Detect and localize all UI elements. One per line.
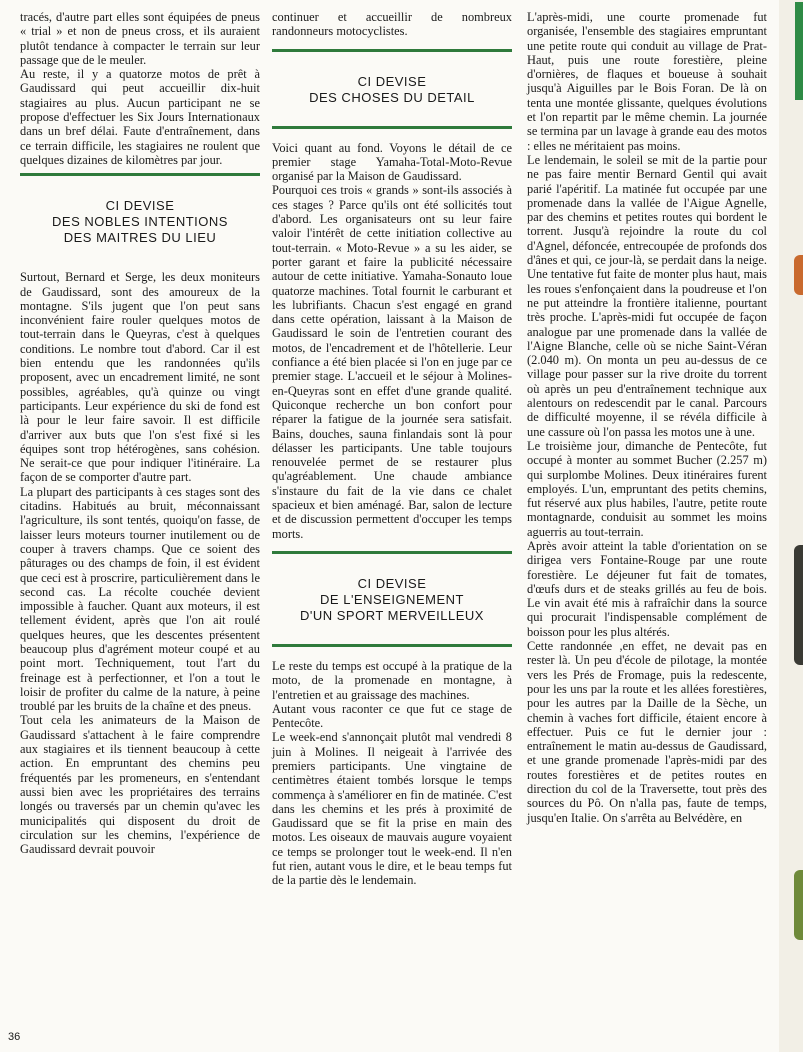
paragraph: continuer et accueillir de nombreux randonneurs motocyclistes.	[272, 10, 512, 39]
heading-line: DES MAITRES DU LIEU	[63, 230, 217, 246]
column-3	[527, 10, 767, 825]
paragraph: Le lendemain, le soleil se mit de la partie pour ne pas faire mentir Bernard Gentil qui avait parié l'apéritif. La matinée fut occupée par une promenade dans la vallée de l'Aigue Agnelle, par des chemins et petites routes qui bordent le torrent. Jusqu'à rejoindre la route du col d'Agnel, défoncée, entrecoupée de profonds dos d'ânes et qui, ce jour-là, se perdait dans la neige. Une tentative fut faite de monter plus haut, mais les roues s'enfonçaient dans la poudreuse et l'on ne put atteindre la frontière italienne, pourtant très proche. L'après-midi fut occupée de façon analogue par une promenade dans la vallée de l'Aigne Blanche, celle où se niche Saint-Véran (2.040 m). On monta un peu au-dessus de ce village pour passer sur la rive droite du torrent où après un peu d'entraînement technique aux alentours on redescendit par le canal. Parcours de difficulté moyenne, il se révéla difficile à une cassure où l'on passa les motos une à une.	[527, 152, 767, 439]
paragraph: Le week-end s'annonçait plutôt mal vendredi 8 juin à Molines. Il neigeait à l'arrivée des premiers participants. Une vingtaine de centimètres étaient tombés lorsque le temps commença à s'améliorer en fin de matinée. C'est dans les chemins et les prés à proximité de Gaudissard que se fit la prise en main des motos. Les oiseaux de mauvais augure voyaient ce temps se prolonger tout le week-end. Il n'en fut rien, autant vous le dire, et le beau temps fut de la partie dès le lendemain.	[272, 730, 512, 888]
section-heading	[20, 198, 260, 246]
heading-line: DES CHOSES DU DETAIL	[309, 89, 475, 105]
section-heading	[272, 576, 512, 624]
section-divider	[272, 644, 512, 647]
heading-line: DE L'ENSEIGNEMENT	[320, 591, 464, 607]
paragraph: Autant vous raconter ce que fut ce stage de Pentecôte.	[272, 701, 512, 731]
page-edge-photo-fragment	[794, 255, 803, 295]
paragraph: Le troisième jour, dimanche de Pentecôte, fut occupé à monter au sommet Bucher (2.257 m) qui surplombe Molines. Deux itinéraires furent employés. L'un, empruntant des petits chemins, fut réservé aux plus habiles, l'autre, petite route montagnarde, conduisit au sommet les moins aguerris au tout-terrain.	[527, 438, 767, 539]
section-divider	[272, 49, 512, 52]
heading-line: D'UN SPORT MERVEILLEUX	[300, 607, 484, 623]
paragraph: Le reste du temps est occupé à la pratique de la moto, de la promenade en montagne, à l'entretien et au graissage des machines.	[272, 658, 512, 702]
paragraph: Cette randonnée ,en effet, ne devait pas en rester là. Un peu d'école de pilotage, la montée vers les Prés de Fromage, puis la redescente, pour les uns par la route et les allées forestières, pour les autres par la Daille de la Sèche, un chemin à vaches fort difficile, étaient encore à effectuer. Puis ce fut le dernier jour : entraînement le matin au-dessus de Gaudissard, et une grande promenade l'après-midi par des routes forestières et de petites routes en direction du col de la Traversette, tout près des sources du Pô. On n'alla pas, faute de temps, jusqu'en Italie. On s'arrêta au Belvédère, en	[527, 639, 767, 825]
section-divider	[20, 173, 260, 176]
paragraph: L'après-midi, une courte promenade fut organisée, l'ensemble des stagiaires empruntant une petite route qui conduit au village de Prat-Haut, puis une route forestière, pleine d'ornières, de flaques et boueuse à souhait jusqu'à Aiguilles par le Bois Foran. De là on tenta une montée glissante, quelques évolutions et l'on repartit par le même chemin. La journée se termina par un lavage à grande eau des motos : elles ne méritaient pas moins.	[527, 10, 767, 153]
paragraph: tracés, d'autre part elles sont équipées de pneus « trial » et non de pneus cross, et ils auraient plutôt tendance à compacter le terrain sur leur passage que de le meuler.	[20, 10, 260, 67]
paragraph: Pourquoi ces trois « grands » sont-ils associés à ces stages ? Parce qu'ils ont été sollicités tout d'abord. Les organisateurs ont su leur faire valoir l'intérêt de cette initiation collective au tout-terrain. « Moto-Revue » a su les aider, se porter garant et faire la publicité nécessaire autour de cette initiative. Yamaha-Sonauto loue quatorze machines. Total fournit le carburant et les lubrifiants. Chacun s'est engagé en grand dans cette opération, laissant à la Maison de Gaudissard le soin de l'entretien courant des motos, de l'encadrement et de l'hôtellerie. Leur confiance a été bien placée si l'on en juge par ce premier stage. L'accueil et le séjour à Molines-en-Queyras sont en effet d'une grande qualité. Quiconque recherche un bon confort pour réparer la fatigue de la journée sera satisfait. Bains, douches, sauna finlandais sont là pour délasser les participants. Une table toujours renouvelée permet de se restaurer plus qu'agréablement. Une chaude ambiance s'instaure du fait de la vie dans ce chalet spacieux et bien aménagé. Bar, salon de lecture et de discussion permettent d'occuper les temps morts.	[272, 183, 512, 541]
heading-line: CI DEVISE	[357, 575, 427, 591]
paragraph: Surtout, Bernard et Serge, les deux moniteurs de Gaudissard, sont des amoureux de la montagne. S'ils jugent que l'on peut sans inconvénient faire rouler quelques motos de tout-terrain dans le Queyras, c'est à quelques conditions. Le nombre tout d'abord. Car il est bien entendu que les randonnées qu'ils proposent, avec un encadrement limité, ne sont possibles, agréables, qu'à quinze ou vingt participants. Leur expérience du ski de fond est là pour le leur faire savoir. Il est difficile d'arriver aux buts que l'on s'est fixé si les équipes sont trop hétérogènes, sans cohésion. Ne serait-ce que pour indiquer l'itinéraire. La façon de se comporter d'autre part.	[20, 270, 260, 485]
heading-line: CI DEVISE	[357, 73, 427, 89]
page-edge-green-tab	[795, 2, 803, 100]
paragraph: Voici quant au fond. Voyons le détail de ce premier stage Yamaha-Total-Moto-Revue organisé par la Maison de Gaudissard.	[272, 140, 512, 184]
paragraph: La plupart des participants à ces stages sont des citadins. Habitués au bruit, méconnaissant l'agriculture, ils sont tentés, quoiqu'on fasse, de laisser leurs moteurs tourner inutilement ou de couper à travers champs. Que ce soient des pâturages ou des champs de foin, il est évident que ceci est à proscrire, particulièrement dans le second cas. La récolte couchée devient impossible à faucher. Quant aux moteurs, il est tellement évident, après que l'on ait roulé quelques heures, que les descentes présentent beaucoup plus d'agrément moteur coupé et au point mort. Techniquement, tout l'art du freinage est à perfectionner, et l'on a tout le loisir de profiter du calme de la nature, à peine troublé par les bruits de la chaîne et des pneus.	[20, 484, 260, 714]
section-divider	[272, 551, 512, 554]
column-2	[272, 10, 512, 888]
heading-line: CI DEVISE	[105, 198, 175, 214]
page-edge-photo-fragment	[794, 545, 803, 665]
paragraph: Après avoir atteint la table d'orientation on se dirigea vers Fontaine-Rouge par une route forestière. Le déjeuner fut fait de tomates, d'œufs durs et de steaks grillés au feu de bois. Le vin avait été mis à rafraîchir dans la source qui procurait l'indispensable complément de boisson pour les plus altérés.	[527, 538, 767, 639]
page-edge-photo-fragment	[794, 870, 803, 940]
page-number: 36	[8, 1031, 21, 1043]
heading-line: DES NOBLES INTENTIONS	[52, 214, 228, 230]
column-1	[20, 10, 260, 856]
paragraph: Tout cela les animateurs de la Maison de Gaudissard s'attachent à le faire comprendre aux stagiaires et ils tiennent beaucoup à cette action. En empruntant des chemins peu fréquentés par les promeneurs, en s'entendant aussi bien avec les propriétaires des terrains longés ou traversés par un chemin qu'avec les municipalités qui disposent du droit de circulation sur les chemins, l'expérience de Gaudissard devrait pouvoir	[20, 713, 260, 857]
section-divider	[272, 126, 512, 129]
paragraph: Au reste, il y a quatorze motos de prêt à Gaudissard qui peut accueillir dix-huit stagiaires au plus. Aucun participant ne se propose d'effectuer les Six Jours Internationaux dans un bref délai. Faute d'entraînement, dans ce terrain difficile, les stagiaires ne roulent que quelques dizaines de kilomètres par jour.	[20, 67, 260, 167]
section-heading	[272, 74, 512, 106]
